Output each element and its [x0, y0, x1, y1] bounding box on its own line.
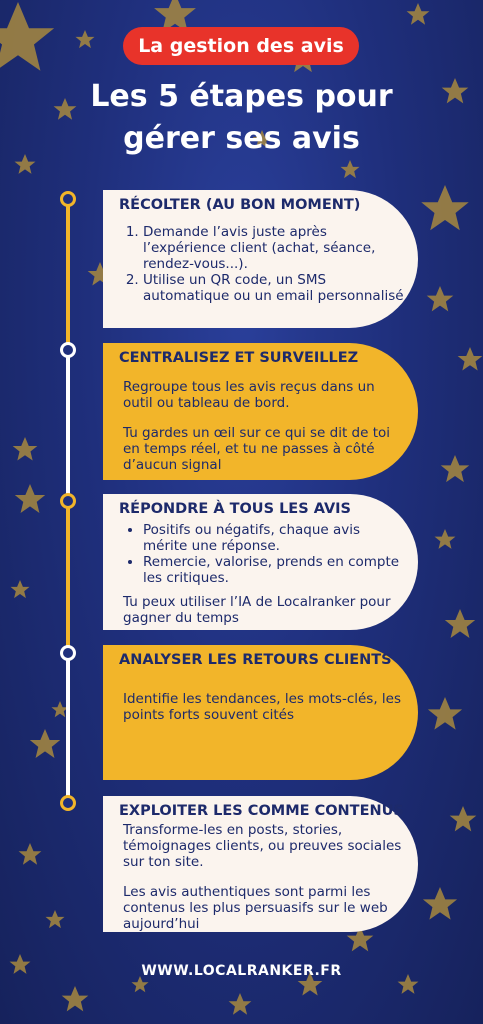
step-title: ANALYSER LES RETOURS CLIENTS: [119, 652, 392, 668]
step-paragraph: Regroupe tous les avis reçus dans un outil ou tableau de bord.: [123, 379, 375, 411]
page-title: [0, 76, 483, 160]
step-card-3: [103, 494, 418, 630]
step-title: RÉPONDRE À TOUS LES AVIS: [119, 501, 351, 517]
step-list-item: 2. Utilise un QR code, un SMS automatique ou un email personnalisé: [143, 272, 408, 304]
timeline-dot-5: [60, 795, 76, 811]
step-paragraph: Les avis authentiques sont parmi les contenus les plus persuasifs sur le web aujourd’hui: [123, 884, 388, 932]
step-card-1: [103, 190, 418, 328]
step-body: [123, 522, 408, 626]
step-paragraph: Transforme-les en posts, stories, témoignages clients, ou preuves sociales sur ton site.: [123, 822, 402, 870]
category-badge: La gestion des avis: [123, 27, 359, 65]
timeline-dot-2: [60, 342, 76, 358]
timeline-dot-1: [60, 191, 76, 207]
step-body: [123, 691, 408, 723]
step-title: CENTRALISEZ ET SURVEILLEZ: [119, 350, 359, 366]
step-body: [123, 822, 408, 932]
timeline-segment-white: [66, 352, 70, 502]
timeline-dot-3: [60, 493, 76, 509]
page-title-line-1: Les 5 étapes pour: [90, 79, 393, 114]
step-title: EXPLOITER LES COMME CONTENUS: [119, 803, 404, 819]
step-paragraph: Identifie les tendances, les mots-clés, les points forts souvent cités: [123, 691, 402, 723]
step-card-5: [103, 796, 418, 932]
timeline-dot-4: [60, 645, 76, 661]
step-note: Tu peux utiliser l’IA de Localranker pour gagner du temps: [123, 594, 391, 626]
step-bullet-item: • Positifs ou négatifs, chaque avis mérite une réponse.: [143, 522, 408, 554]
step-card-4: [103, 645, 418, 780]
step-body: [123, 379, 408, 473]
timeline-segment-white: [66, 654, 70, 804]
website-url[interactable]: WWW.LOCALRANKER.FR: [141, 963, 342, 979]
page-title-line-2: gérer ses avis: [123, 121, 360, 156]
step-card-2: [103, 343, 418, 480]
step-paragraph: Tu gardes un œil sur ce qui se dit de toi en temps réel, et tu ne passes à côté d’aucun signal: [123, 425, 391, 473]
step-bullet-item: • Remercie, valorise, prends en compte les critiques.: [143, 554, 408, 586]
step-body: [123, 224, 408, 304]
step-list-item: 1. Demande l’avis juste après l’expérience client (achat, séance, rendez-vous...).: [143, 224, 408, 272]
step-title: RÉCOLTER (AU BON MOMENT): [119, 197, 361, 213]
